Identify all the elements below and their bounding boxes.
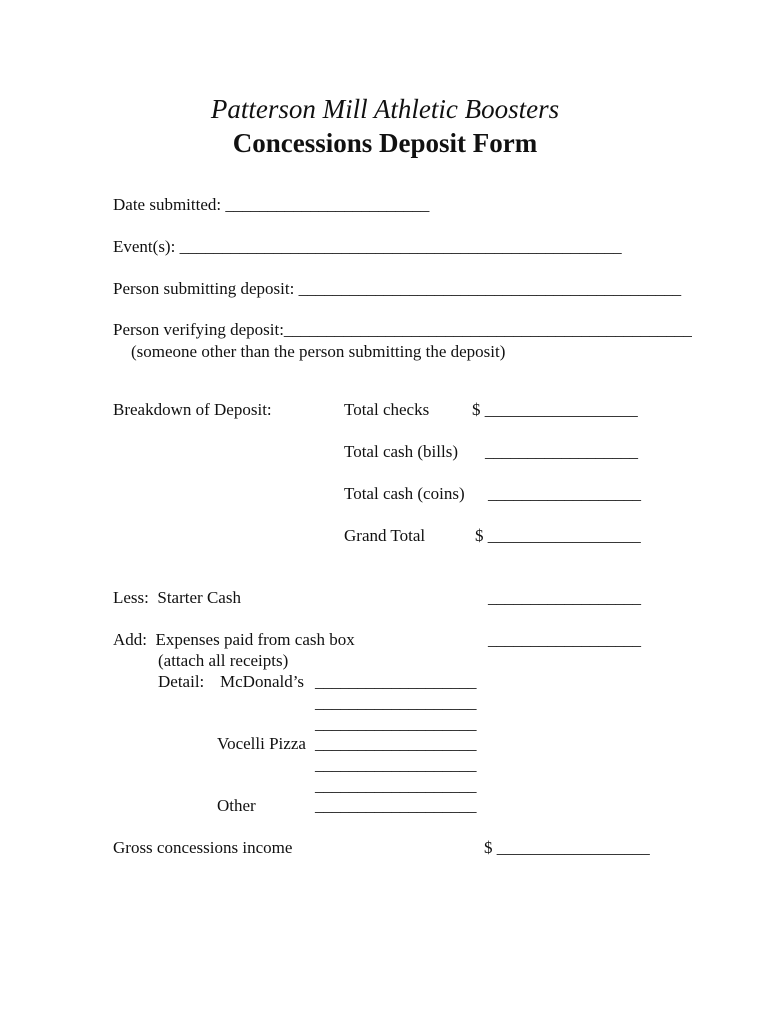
- total-cash-bills-label: Total cash (bills): [344, 442, 459, 461]
- gross-income-blank[interactable]: $ __________________: [484, 838, 650, 857]
- events-field[interactable]: Event(s): ____________________________________________________: [113, 237, 622, 256]
- gross-income-label: Gross concessions income: [113, 838, 293, 857]
- expenses-blank[interactable]: __________________: [488, 630, 641, 649]
- mcdonalds-line-2[interactable]: ___________________: [315, 693, 477, 712]
- starter-cash-blank[interactable]: __________________: [488, 588, 641, 607]
- person-submitting-field[interactable]: Person submitting deposit: _____________________________________________: [113, 279, 682, 298]
- vocelli-line-1[interactable]: ___________________: [315, 734, 477, 753]
- vocelli-line-2[interactable]: ___________________: [315, 755, 477, 774]
- mcdonalds-line-3[interactable]: ___________________: [315, 714, 477, 733]
- total-checks-blank[interactable]: $ __________________: [472, 400, 638, 419]
- starter-cash-label: Less: Starter Cash: [113, 588, 241, 607]
- attach-receipts-note: (attach all receipts): [158, 651, 289, 670]
- mcdonalds-label: McDonald’s: [220, 672, 305, 691]
- breakdown-label: Breakdown of Deposit:: [113, 400, 272, 419]
- other-line-1[interactable]: ___________________: [315, 796, 477, 815]
- date-submitted-field[interactable]: Date submitted: ________________________: [113, 195, 430, 214]
- expenses-label: Add: Expenses paid from cash box: [113, 630, 355, 649]
- form-title: Concessions Deposit Form: [232, 128, 538, 158]
- org-name: Patterson Mill Athletic Boosters: [210, 94, 560, 124]
- total-cash-bills-blank[interactable]: __________________: [485, 442, 638, 461]
- vocelli-pizza-label: Vocelli Pizza: [217, 734, 306, 753]
- total-checks-label: Total checks: [344, 400, 430, 419]
- total-cash-coins-label: Total cash (coins): [344, 484, 465, 503]
- verifying-note: (someone other than the person submitting the deposit): [131, 342, 506, 361]
- grand-total-blank[interactable]: $ __________________: [475, 526, 641, 545]
- mcdonalds-line-1[interactable]: ___________________: [315, 672, 477, 691]
- grand-total-label: Grand Total: [344, 526, 426, 545]
- detail-label: Detail:: [158, 672, 205, 691]
- person-verifying-field[interactable]: Person verifying deposit:________________________________________________: [113, 320, 692, 339]
- vocelli-line-3[interactable]: ___________________: [315, 776, 477, 795]
- other-label: Other: [217, 796, 256, 815]
- total-cash-coins-blank[interactable]: __________________: [488, 484, 641, 503]
